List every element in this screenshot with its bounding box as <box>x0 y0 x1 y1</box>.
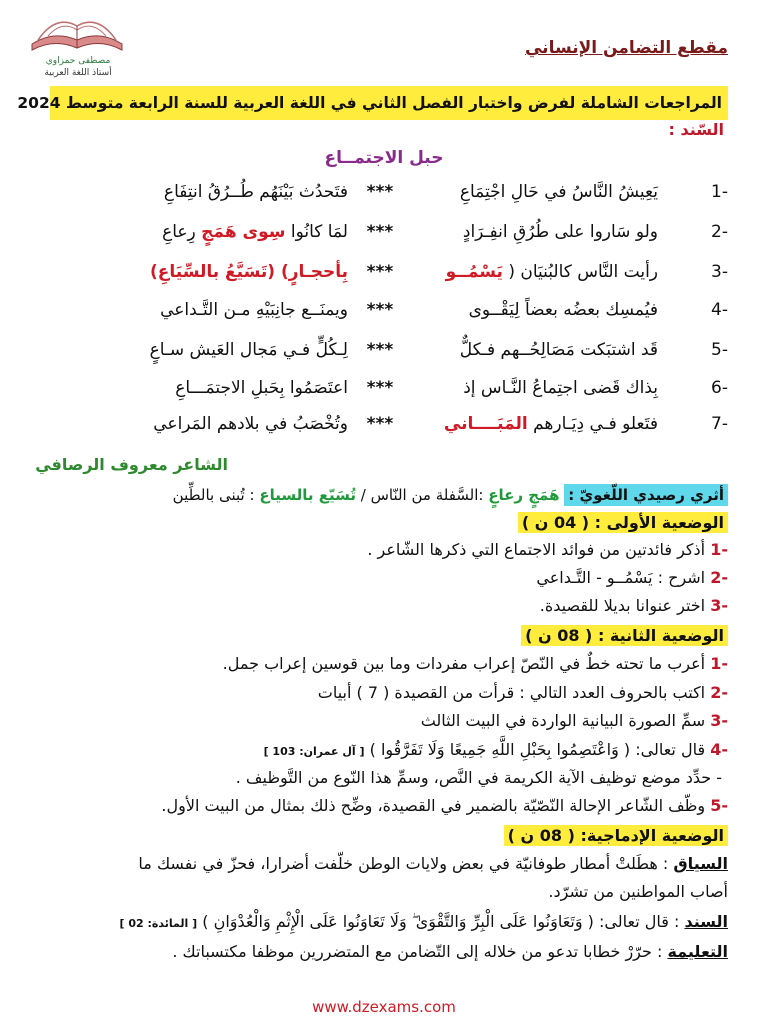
task-text: : حرّرْ خطابا تدعو من خلاله إلى التّضامن مع المتضررين موظفا مكتسباتك . <box>172 942 668 961</box>
s2-question-4 <box>264 740 728 759</box>
s3-sanad <box>120 912 728 932</box>
question-number: -3 <box>710 711 728 730</box>
verse-number: 7- <box>711 414 728 434</box>
verse-ajz-highlight: بِأحجـارٍ) (تَسَيَّعُ بالسِّيَاعِ) <box>149 262 348 282</box>
poet-name: الشاعر معروف الرصافي <box>35 455 228 474</box>
question-number: -1 <box>710 654 728 673</box>
question-text: اختر عنوانا بديلا للقصيدة. <box>539 596 706 615</box>
vocab-label: أثري رصيدي اللّغويّ : <box>564 484 728 506</box>
verse-6 <box>0 378 768 414</box>
verse-sadr: بِذاك قَضى اجتِماعُ النَّـاس إذ <box>463 378 658 398</box>
verse-sadr: ولو سَاروا على طُرُقِ انفِـرَادٍ <box>462 222 658 242</box>
verse-number: 2- <box>711 222 728 242</box>
question-text: أذكر فائدتين من فوائد الاجتماع التي ذكرها الشّاعر . <box>367 540 706 559</box>
verse-number: 6- <box>711 378 728 398</box>
verse-number: 5- <box>711 340 728 360</box>
situation-3-title-text: الوضعية الإدماجية: ( 08 ن ) <box>504 825 728 846</box>
vocab-word-1: هَمَجٍ رعاعٍ <box>488 486 560 504</box>
verse-sadr <box>444 414 658 434</box>
verse-sadr: قَد اشتبَكت مَصَالِحُــهم فـكلٌّ <box>459 340 658 360</box>
situation-1-title-text: الوضعية الأولى : ( 04 ن ) <box>518 512 728 533</box>
sanad-label-2: السند <box>684 912 728 931</box>
s1-question-1 <box>367 540 728 559</box>
context-label: السياق <box>673 854 728 873</box>
verse-ajz: لِـكُلٍّ فـي مَجال العَيش سـاعٍ <box>149 340 348 360</box>
verse-ajz: وتُخْصَبُ في بلادهم المَراعي <box>153 414 348 434</box>
question-number: -1 <box>710 540 728 559</box>
verse-ajz-start: لمَا كانُوا <box>285 222 348 242</box>
verse-3 <box>0 262 768 298</box>
context-text: : هطَلتْ أمطار طوفانيّة في بعض ولايات الوطن خلّفت أضرارا، فحزّ في نفسك ما <box>138 854 674 873</box>
verse-separator: *** <box>366 378 394 398</box>
verse-separator: *** <box>366 262 394 282</box>
sanad-label: السّند : <box>668 120 724 139</box>
situation-2-title <box>521 626 728 645</box>
verse-number: 3- <box>711 262 728 282</box>
vocab-row <box>40 480 728 510</box>
question-text: - حدِّد موضع توظيف الآية الكريمة في النَّص، وسمِّ هذا النّوع من التَّوظيف . <box>235 768 722 787</box>
s1-question-3 <box>540 596 728 615</box>
s2-question-1 <box>223 654 728 673</box>
s2-question-5 <box>161 796 728 815</box>
question-number: -3 <box>710 596 728 615</box>
logo-name: مصطفى حمزاوي <box>45 56 111 66</box>
question-text: اشرح : يَسْمُــو - التَّـداعي <box>536 568 706 587</box>
s3-context <box>138 854 728 873</box>
s1-question-2 <box>536 568 728 587</box>
review-banner: المراجعات الشاملة لفرض واختبار الفصل الثاني في اللغة العربية للسنة الرابعة متوسط 2024 <box>50 86 728 120</box>
situation-3-title <box>504 826 728 845</box>
verse-number: 4- <box>711 300 728 320</box>
verse-sadr: يَعِيشُ النَّاسُ في حَالِ اجْتِمَاعِ <box>459 182 658 202</box>
verse-2 <box>0 222 768 258</box>
unit-title: مقطع التضامن الإنساني <box>524 38 728 58</box>
s2-question-3 <box>421 711 728 730</box>
verse-sadr-start: فتَعلو فـي دِيَـارهم <box>527 414 658 434</box>
poem-title: حبل الاجتمــاع <box>324 148 444 168</box>
verse-number: 1- <box>711 182 728 202</box>
quran-reference-2: [ المائدة: 02 ] <box>119 917 198 930</box>
verse-4 <box>0 300 768 336</box>
verse-highlight-word: سِوى هَمَجٍ <box>201 222 286 242</box>
context-text-cont: أصاب المواطنين من تشرّد. <box>548 882 728 901</box>
question-text: وظّف الشّاعر الإحالة النّصّيّة بالضمير في القصيدة، وضِّح ذلك بمثال من البيت الأول. <box>161 796 706 815</box>
verse-1 <box>0 182 768 218</box>
question-number: -2 <box>710 683 728 702</box>
logo-role: أستاذ اللغة العربية <box>44 68 112 78</box>
situation-1-title <box>518 513 728 532</box>
question-text: سمِّ الصورة البيانية الواردة في البيت الثالث <box>420 711 706 730</box>
verse-separator: *** <box>366 414 394 434</box>
verse-5 <box>0 340 768 376</box>
verse-7 <box>0 414 768 450</box>
question-text: قال تعالى: ( وَاعْتَصِمُوا بِحَبْلِ اللَّهِ جَمِيعًا وَلَا تَفَرَّقُوا ) <box>369 740 706 759</box>
verse-highlight-word: المَبَــــاني <box>443 414 528 434</box>
verse-ajz <box>162 222 348 242</box>
s2-question-2 <box>318 683 728 702</box>
question-number: -2 <box>710 568 728 587</box>
question-text: اكتب بالحروف العدد التالي : قرأت من القصيدة ( 7 ) أبيات <box>317 683 706 702</box>
question-text: أعرب ما تحته خطٌ في النّصّ إعراب مفردات وما بين قوسين إعراب جمل. <box>222 654 706 673</box>
author-logo <box>22 8 134 80</box>
vocab-word-2: تُسَيّع بالسياع <box>259 486 356 504</box>
question-number: -4 <box>710 740 728 759</box>
verse-ajz: اعتَصَمُوا بِحَبلِ الاجتمَـــاعِ <box>175 378 348 398</box>
verse-separator: *** <box>366 300 394 320</box>
verse-ajz: ويمنَــع جانِبَيْهِ مـن التَّـداعي <box>160 300 348 320</box>
footer-link[interactable]: www.dzexams.com <box>312 998 456 1016</box>
vocab-def-1: :السَّفلة من النّاس / <box>355 486 484 504</box>
situation-2-title-text: الوضعية الثانية : ( 08 ن ) <box>521 625 728 646</box>
verse-sadr: فيُمسِك بعضُه بعضاً لِيَقْــوى <box>468 300 658 320</box>
verse-sadr-start: رأيت النَّاس كالبُنيَان ( <box>502 262 658 282</box>
verse-sadr <box>446 262 658 282</box>
verse-ajz-end: رِعاعِ <box>162 222 202 242</box>
quran-reference: [ آل عمران: 103 ] <box>263 745 365 758</box>
verse-ajz: فتَحدُث بَيْنَهُم طُــرُقُ انتِفَاعِ <box>163 182 348 202</box>
open-book-logo-icon <box>28 10 126 54</box>
s2-question-4-sub <box>236 768 722 787</box>
s3-context-cont <box>548 882 728 901</box>
verse-highlight-word: يَسْمُــو <box>445 262 503 282</box>
question-number: -5 <box>710 796 728 815</box>
verse-separator: *** <box>366 340 394 360</box>
verse-separator: *** <box>366 222 394 242</box>
task-label: التعليمة <box>667 942 728 961</box>
sanad-text: : قال تعالى: ( وَتَعَاوَنُوا عَلَى الْبِرِّ وَالتَّقْوَىٰ ۖ وَلَا تَعَاوَنُوا عَلَى الْإِثْمِ وَالْعُدْوَانِ ) <box>202 912 685 931</box>
verse-separator: *** <box>366 182 394 202</box>
vocab-def-2: : تُبنى بالطِّين <box>172 486 255 504</box>
s3-task <box>172 942 728 961</box>
